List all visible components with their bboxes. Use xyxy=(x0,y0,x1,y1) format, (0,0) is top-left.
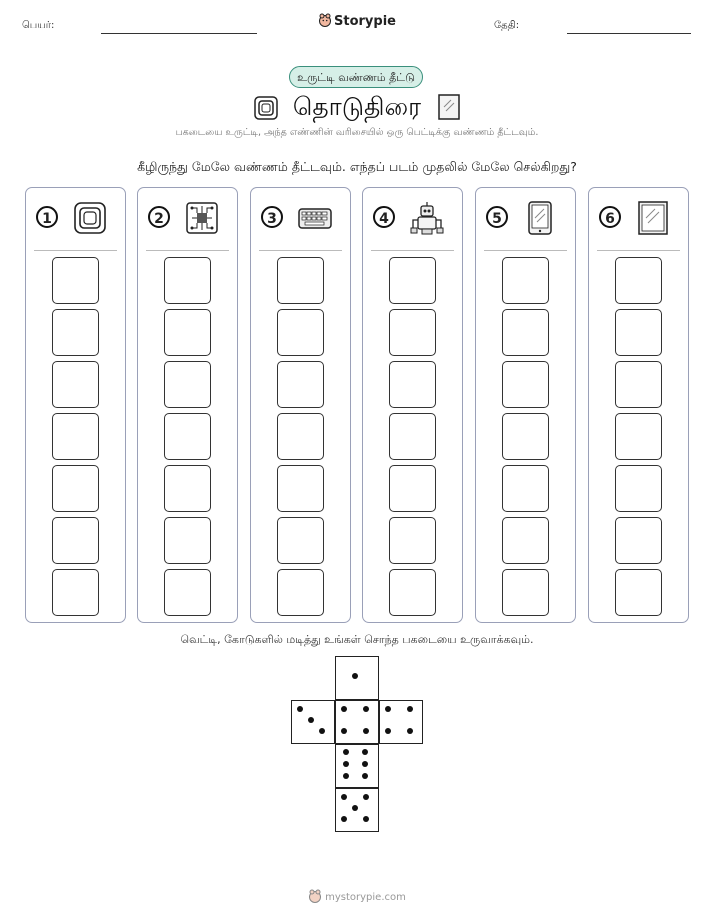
color-box[interactable] xyxy=(615,465,662,512)
color-box[interactable] xyxy=(389,413,436,460)
color-box[interactable] xyxy=(164,465,211,512)
column-divider xyxy=(259,250,342,251)
column-divider xyxy=(371,250,454,251)
color-box[interactable] xyxy=(52,569,99,616)
color-box[interactable] xyxy=(52,361,99,408)
color-box[interactable] xyxy=(389,361,436,408)
color-box[interactable] xyxy=(615,361,662,408)
color-box[interactable] xyxy=(52,309,99,356)
column-header xyxy=(251,188,350,250)
color-box[interactable] xyxy=(615,517,662,564)
column-2 xyxy=(137,187,238,623)
storypie-logo-icon xyxy=(318,13,332,27)
die-face-1 xyxy=(335,656,379,700)
column-number: 4 xyxy=(373,206,395,228)
glass-screen-icon xyxy=(635,200,671,236)
column-divider xyxy=(146,250,229,251)
footer-url[interactable]: mystorypie.com xyxy=(325,892,406,903)
color-box[interactable] xyxy=(502,361,549,408)
color-box[interactable] xyxy=(277,517,324,564)
color-box[interactable] xyxy=(389,569,436,616)
color-box[interactable] xyxy=(277,361,324,408)
footer xyxy=(0,889,714,903)
color-box[interactable] xyxy=(277,257,324,304)
column-4 xyxy=(362,187,463,623)
column-header xyxy=(363,188,462,250)
color-box[interactable] xyxy=(615,257,662,304)
color-box[interactable] xyxy=(164,517,211,564)
color-box[interactable] xyxy=(615,569,662,616)
activity-badge: உருட்டி வண்ணம் தீட்டு xyxy=(289,66,423,88)
die-face-5 xyxy=(335,788,379,832)
column-number: 3 xyxy=(261,206,283,228)
color-box[interactable] xyxy=(615,413,662,460)
color-box[interactable] xyxy=(502,413,549,460)
instruction: கீழிருந்து மேலே வண்ணம் தீட்டவும். எந்தப் படம் முதலில் மேலே செல்கிறது? xyxy=(137,159,577,174)
column-divider xyxy=(484,250,567,251)
touch-button-icon xyxy=(72,200,108,236)
circuit-board-icon xyxy=(184,200,220,236)
name-line[interactable] xyxy=(101,33,257,34)
color-box[interactable] xyxy=(164,413,211,460)
column-number: 2 xyxy=(148,206,170,228)
color-box[interactable] xyxy=(502,309,549,356)
page-title: தொடுதிரை xyxy=(292,92,422,121)
column-number: 6 xyxy=(599,206,621,228)
color-box[interactable] xyxy=(389,465,436,512)
color-box[interactable] xyxy=(52,257,99,304)
column-header xyxy=(476,188,575,250)
date-line[interactable] xyxy=(567,33,691,34)
color-box[interactable] xyxy=(502,569,549,616)
color-box[interactable] xyxy=(389,309,436,356)
color-box[interactable] xyxy=(277,465,324,512)
date-label: தேதி: xyxy=(494,20,520,31)
column-1 xyxy=(25,187,126,623)
keyboard-icon xyxy=(297,200,333,236)
robot-machine-icon xyxy=(409,200,445,236)
column-3 xyxy=(250,187,351,623)
color-box[interactable] xyxy=(502,517,549,564)
brand-logo xyxy=(0,13,714,29)
column-header xyxy=(26,188,125,250)
color-box[interactable] xyxy=(164,569,211,616)
color-box[interactable] xyxy=(277,413,324,460)
color-box[interactable] xyxy=(389,517,436,564)
storypie-logo-icon xyxy=(308,889,322,903)
die-face-6 xyxy=(335,744,379,788)
column-number: 5 xyxy=(486,206,508,228)
die-face-4 xyxy=(335,700,379,744)
color-box[interactable] xyxy=(52,413,99,460)
glass-screen-icon xyxy=(437,93,461,121)
name-label: பெயர்: xyxy=(22,20,55,31)
column-header xyxy=(138,188,237,250)
color-box[interactable] xyxy=(164,257,211,304)
color-box[interactable] xyxy=(389,257,436,304)
die-face-2 xyxy=(379,700,423,744)
color-box[interactable] xyxy=(277,569,324,616)
color-box[interactable] xyxy=(52,465,99,512)
column-divider xyxy=(34,250,117,251)
tablet-icon xyxy=(522,200,558,236)
column-header xyxy=(589,188,688,250)
color-box[interactable] xyxy=(164,361,211,408)
color-box[interactable] xyxy=(277,309,324,356)
cut-instruction: வெட்டி, கோடுகளில் மடித்து உங்கள் சொந்த பகடையை உருவாக்கவும். xyxy=(180,633,534,646)
column-divider xyxy=(597,250,680,251)
color-box[interactable] xyxy=(502,465,549,512)
column-6 xyxy=(588,187,689,623)
column-5 xyxy=(475,187,576,623)
die-face-3 xyxy=(291,700,335,744)
column-number: 1 xyxy=(36,206,58,228)
color-box[interactable] xyxy=(52,517,99,564)
subtitle: பகடையை உருட்டி, அந்த எண்ணின் வரிசையில் ஒரு பெட்டிக்கு வண்ணம் தீட்டவும். xyxy=(175,127,539,138)
color-box[interactable] xyxy=(164,309,211,356)
color-box[interactable] xyxy=(615,309,662,356)
color-box[interactable] xyxy=(502,257,549,304)
brand-name: Storypie xyxy=(334,14,396,29)
